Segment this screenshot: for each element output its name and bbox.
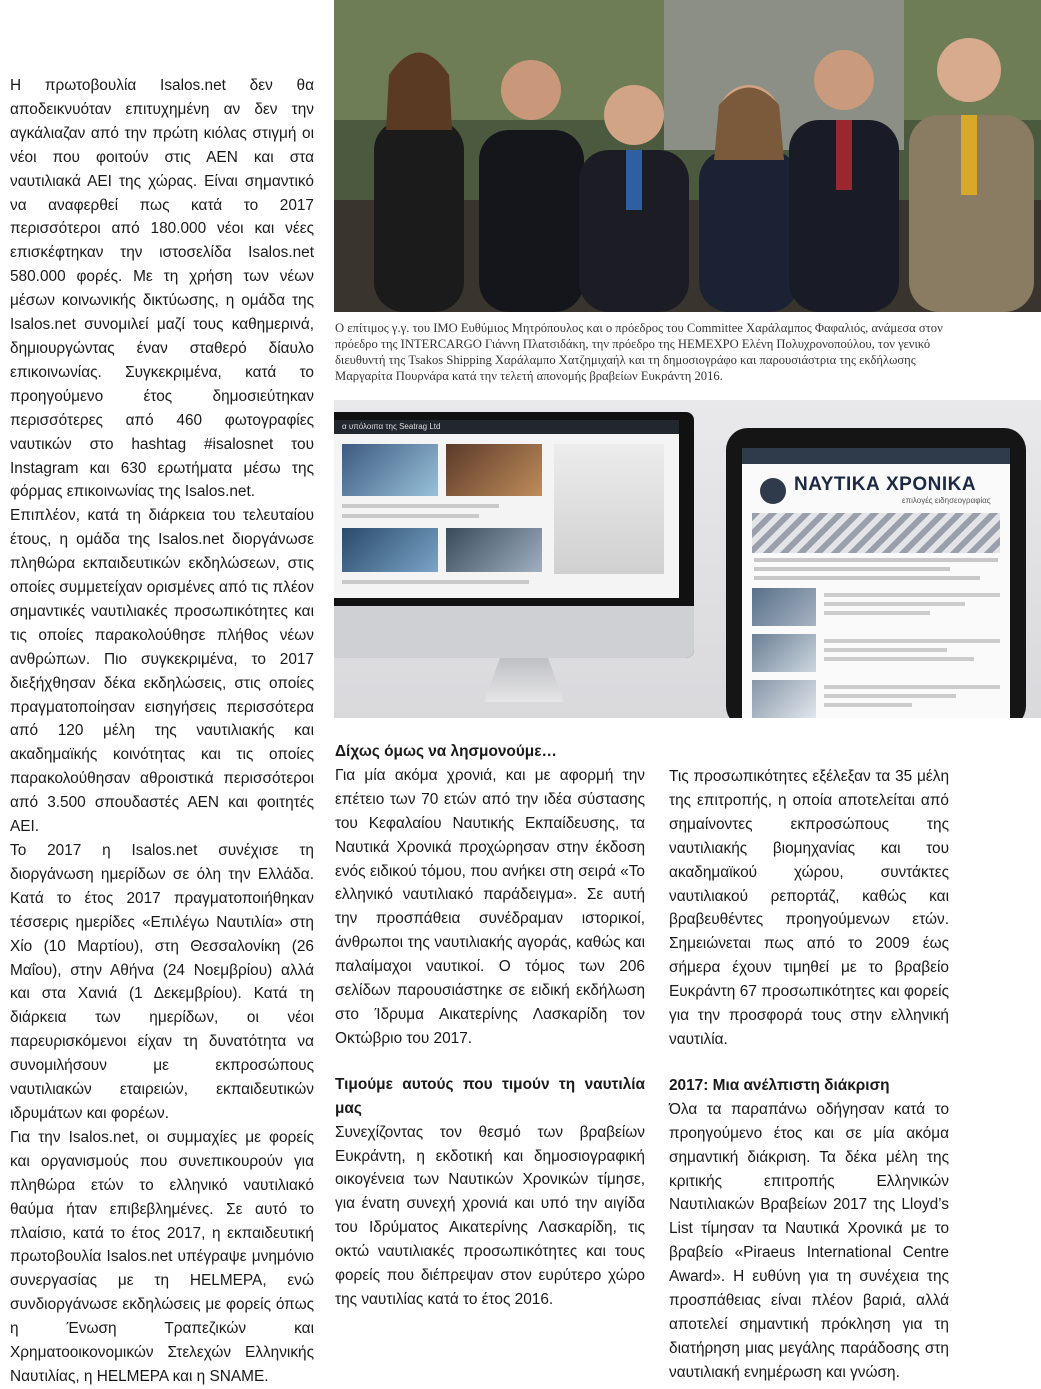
photo-caption: Ο επίτιμος γ.γ. του ΙΜΟ Ευθύμιος Μητρόπουλος και ο πρόεδρος του Committee Χαράλαμπος Φαφαλιός, ανάμεσα στον πρόεδρο της INTERCARGO Γιάννη Πλατσιδάκη, την πρόεδρο της HEMEXPO Ελένη Πολυχρονοπούλου, τον γενικό διευθυντή της Tsakos Shipping Χαράλαμπο Χατζημιχαήλ και τη δημοσιογράφο και παρουσιάστρια της εκδήλωσης Μαργαρίτα Πουρνάρα κατά την τελετή απονομής βραβείων Ευκράντη 2016. bbox=[335, 321, 943, 383]
article-paragraph: Συνεχίζοντας τον θεσμό των βραβείων Ευκράντη, η εκδοτική και δημοσιογραφική οικογένεια των Ναυτικών Χρονικών τίμησε, για ένατη συνεχή χρονιά και υπό την αιγίδα του Ιδρύματος Αικατερίνης Λασκαρίδη, τις οκτώ ναυτιλιακές προσωπικότητες και τους φορείς που διέπρεψαν στον ευρύτερο χώρο της ναυτιλίας κατά το έτος 2016. bbox=[335, 1123, 645, 1308]
devices-image bbox=[334, 400, 1041, 718]
newsletter-brand: ΝΑΥΤΙΚΑ ΧΡΟΝΙΚΑ bbox=[794, 474, 977, 495]
section-heading: 2017: Μια ανέλπιστη διάκριση bbox=[669, 1076, 890, 1094]
newsletter-logo-icon bbox=[760, 478, 786, 504]
group-photo-illustration bbox=[334, 0, 1041, 312]
desktop-monitor bbox=[334, 412, 694, 658]
article-paragraph: Για την Isalos.net, οι συμμαχίες με φορείς και οργανισμούς που συνεπικουρούν για πληθώρα ετών το ελληνικό ναυτιλιακό θαύμα ήταν επιβεβλημένες. Σε αυτό το πλαίσιο, κατά το έτος 2017, η εκπαιδευτική πρωτοβουλία Isalos.net υπέγραψε μνημόνιο συνεργασίας με τη HELMEPA, ενώ συνδιοργάνωσε εκδηλώσεις με φορείς όπως η Ένωση Τραπεζικών και Χρηματοοικονομικών Στελεχών Ελληνικής Ναυτιλίας, η HELMEPA και η SNAME. bbox=[10, 1128, 314, 1385]
article-paragraph: Επιπλέον, κατά τη διάρκεια του τελευταίου έτους, η ομάδα της Isalos.net διοργάνωσε πληθώρα εκπαιδευτικών εκδηλώσεων, στις οποίες συμμετείχαν ορισμένες από τις πλέον σημαντικές ναυτιλιακές προσωπικότητες και τις οποίες παρακολούθησε πλήθος νέων ανθρώπων. Πιο συγκεκριμένα, το 2017 διεξήχθησαν δέκα εκδηλώσεις, στις οποίες πραγματοποίησαν εισηγήσεις περισσότερα από 120 μέλη της ναυτιλιακής και ακαδημαϊκής κοινότητας και τις οποίες παρακολούθησαν αθροιστικά περισσότεροι από 3.500 σπουδαστές ΑΕΝ και φοιτητές ΑΕΙ. bbox=[10, 507, 314, 836]
newsletter-tagline: επιλογές ειδησεογραφίας bbox=[902, 496, 991, 505]
article-paragraph: Όλα τα παραπάνω οδήγησαν κατά το προηγούμενο έτος και σε μία ακόμα σημαντική διάκριση. Τα δέκα μέλη της κριτικής επιτροπής Ελληνικών Ναυτιλιακών Βραβείων 2017 της Lloyd’s List τίμησαν τα Ναυτικά Χρονικά με το βραβείο «Piraeus International Centre Award». Η ευθύνη για τη συνέχεια της προσπάθειας είναι πλέον βαριά, αλλά αποτελεί σημαντική πρόκληση για τη διατήρηση μιας μεγάλης παράδοσης στη ναυτιλιακή ενημέρωση και γνώση. bbox=[669, 1100, 949, 1381]
monitor-screen bbox=[334, 420, 679, 598]
section-heading: Τιμούμε αυτούς που τιμούν τη ναυτιλία μας bbox=[335, 1075, 645, 1117]
middle-text-column bbox=[335, 740, 645, 1312]
article-paragraph: Η πρωτοβουλία Isalos.net δεν θα αποδεικνυόταν επιτυχημένη αν δεν την αγκάλιαζαν από την πρώτη κιόλας στιγμή οι νέοι που φοιτούν στις ΑΕΝ και στα ναυτιλιακά ΑΕΙ της χώρας. Είναι σημαντικό να αναφερθεί πως κατά το 2017 περισσότεροι από 180.000 νέοι και νέες επισκέφτηκαν την ιστοσελίδα Isalos.net 580.000 φορές. Με τη χρήση των νέων μέσων κοινωνικής δικτύωσης, η ομάδα της Isalos.net συνομιλεί μαζί τους καθημερινά, δημιουργώντας έναν σταθερό δίαυλο επικοινωνίας. Συγκεκριμένα, κατά το προηγούμενο έτος δημοσιεύτηκαν περισσότερες από 460 φωτογραφίες ναυτικών στο hashtag #isalosnet του Instagram και 630 ερωτήματα μέσω της φόρμας επικοινωνίας της Isalos.net. bbox=[10, 77, 314, 501]
right-text-column bbox=[669, 765, 949, 1385]
monitor-header-text: α υπόλοιπα της Seatrag Ltd bbox=[342, 422, 441, 431]
article-paragraph: Το 2017 η Isalos.net συνέχισε τη διοργάνωση ημερίδων σε όλη την Ελλάδα. Κατά το έτος 2017 πραγματοποιήθηκαν τέσσερις ημερίδες «Επιλέγω Ναυτιλία» στη Χίο (10 Μαρτίου), στη Θεσσαλονίκη (26 Μαΐου), στην Αθήνα (24 Νοεμβρίου) αλλά και στα Χανιά (1 Δεκεμβρίου). Κατά τη διάρκεια των ημερίδων, οι νέοι παρευρισκόμενοι είχαν τη δυνατότητα να συνομιλήσουν με εκπροσώπους ναυτιλιακών εταιρειών, εκπαιδευτικών ιδρυμάτων και φορέων. bbox=[10, 842, 314, 1122]
article-paragraph: Τις προσωπικότητες εξέλεξαν τα 35 μέλη της επιτροπής, η οποία αποτελείται από σημαίνοντες εκπροσώπους της ναυτιλιακής βιομηχανίας και του ακαδημαϊκού χώρου, συντάκτες ναυτιλιακού ρεπορτάζ, καθώς και βραβευθέντες προηγούμενων ετών. Σημειώνεται πως από το 2009 έως σήμερα έχουν τιμηθεί με το βραβείο Ευκράντη 67 προσωπικότητες και φορείς για την προσφορά τους στην ελληνική ναυτιλία. bbox=[669, 768, 949, 1048]
tablet-device bbox=[726, 428, 1026, 718]
section-heading: Δίχως όμως να λησμονούμε… bbox=[335, 743, 557, 760]
monitor-stand bbox=[484, 658, 564, 702]
left-text-column bbox=[10, 74, 314, 1389]
tablet-screen bbox=[742, 448, 1010, 718]
article-paragraph: Για μία ακόμα χρονιά, και με αφορμή την επέτειο των 70 ετών από την ιδέα σύστασης του Κεφαλαίου Ναυτικής Εκπαίδευσης, τα Ναυτικά Χρονικά προχώρησαν στην έκδοση ενός ειδικού τόμου, που ανήκει στη σειρά «Το ελληνικό ναυτιλιακό παράδειγμα». Σε αυτή την προσπάθεια συνέδραμαν ιστορικοί, άνθρωποι της ναυτιλιακής αγοράς, καθώς και παλαίμαχοι ναυτικοί. Ο τόμος των 206 σελίδων παρουσιάστηκε σε ειδική εκδήλωση στο Ίδρυμα Αικατερίνης Λασκαρίδη τον Οκτώβριο του 2017. bbox=[335, 766, 645, 1047]
group-photo bbox=[334, 0, 1041, 312]
